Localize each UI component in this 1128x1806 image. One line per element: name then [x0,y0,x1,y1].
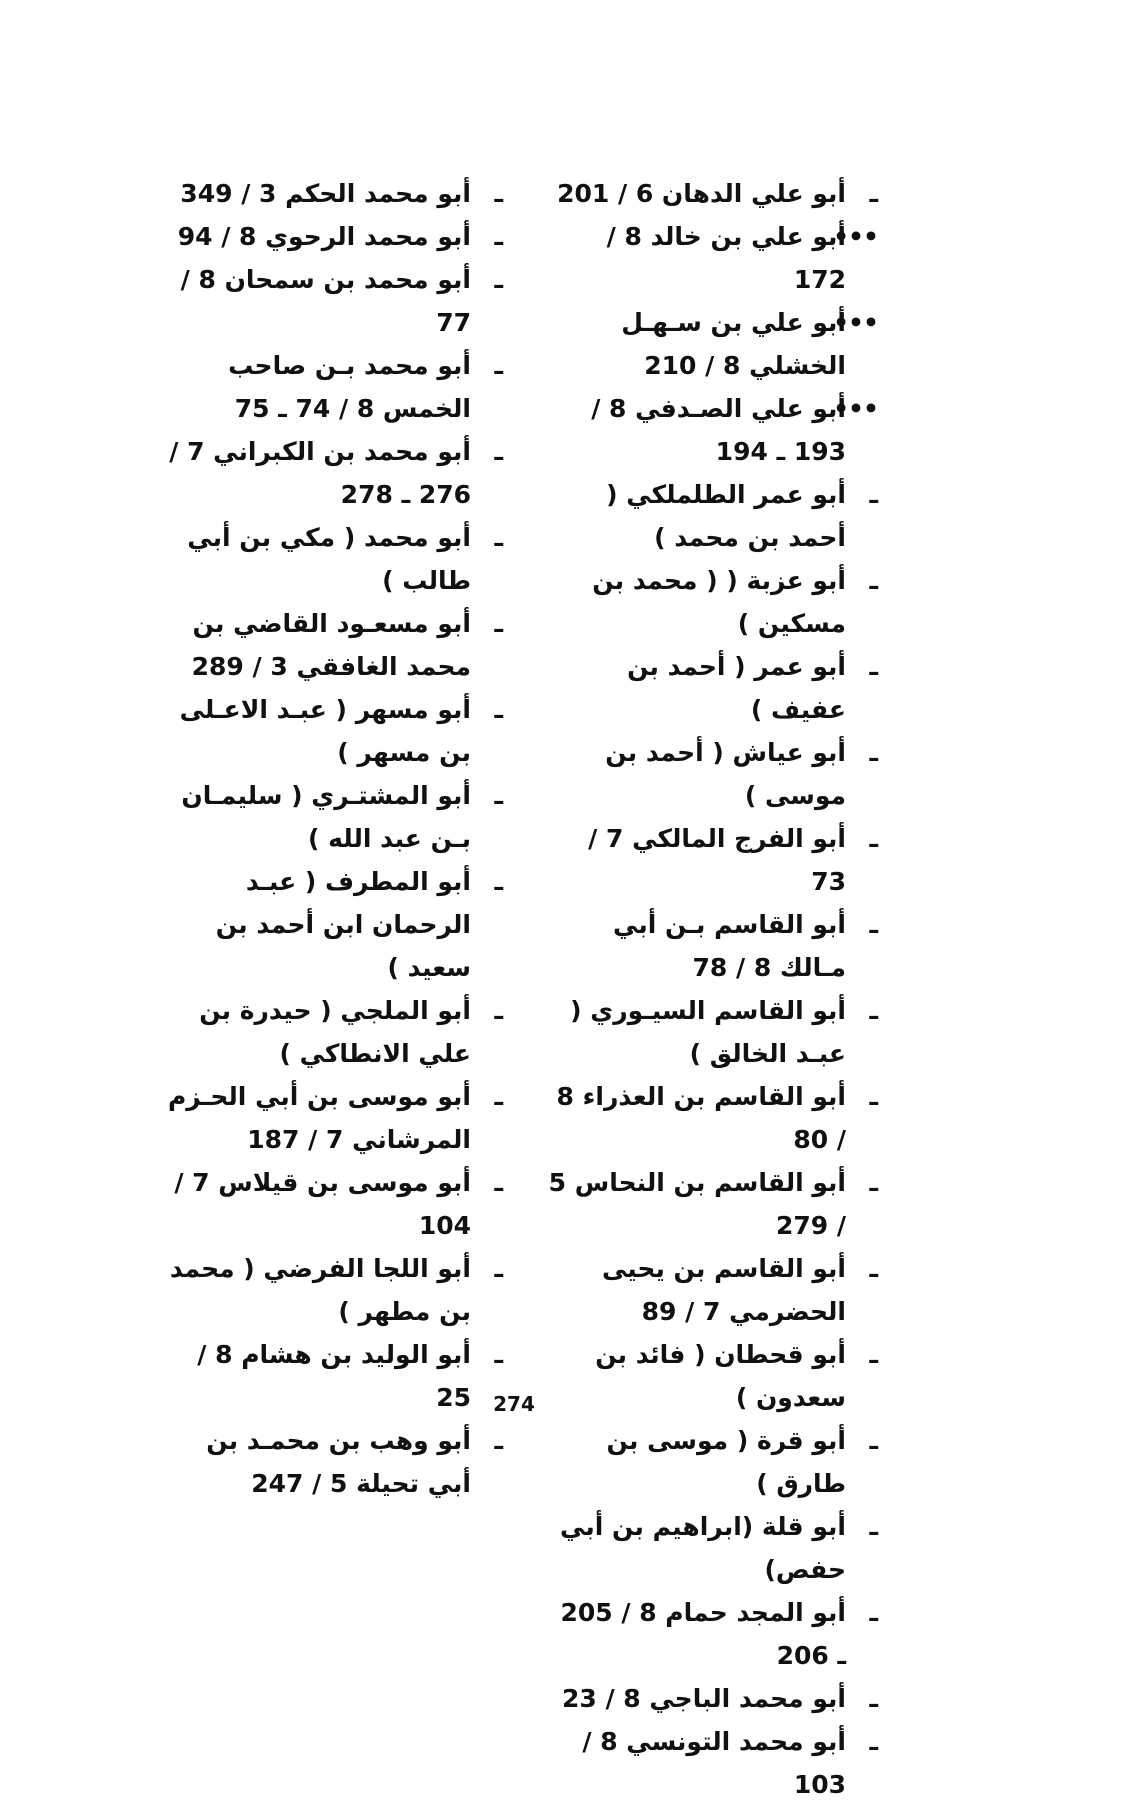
entry-marker: ـ [869,996,878,1025]
index-entry [548,1161,878,1247]
entry-marker: ـ [494,781,503,810]
entry-marker: ـ [869,1082,878,1111]
entry-text: أبو محمد بن سمحان 8 / 77 [180,265,471,337]
entry-text: أبو علي الدهان 6 / 201 [557,179,846,208]
entry-marker: ـ [869,179,878,208]
index-column-left [168,172,503,1505]
entry-text: أبو موسى بن قيلاس 7 / 104 [174,1168,471,1240]
entry-text: أبو محمد الرحوي 8 / 94 [177,222,471,251]
entry-marker: ـ [869,1684,878,1713]
index-entry [168,989,503,1075]
entry-marker: ـ [869,1598,878,1627]
index-entry [548,1677,878,1720]
index-entry [168,1247,503,1333]
entry-marker: ـ [869,566,878,595]
index-entry [168,172,503,215]
index-entry [548,473,878,559]
index-entry [168,1419,503,1505]
index-entry [548,903,878,989]
entry-marker: ـ [494,523,503,552]
entry-text: أبو الملجي ( حيدرة بن علي الانطاكي ) [199,996,471,1068]
entry-text: أبو محمد بن الكبراني 7 / 276 ـ 278 [169,437,471,509]
entry-marker: ـ [869,1254,878,1283]
entry-text: أبو وهب بن محمـد بن أبي تحيلة 5 / 247 [206,1426,471,1498]
entry-text: أبو الوليد بن هشام 8 / 25 [197,1340,471,1412]
index-entry [548,215,878,301]
entry-text: أبو اللجا الفرضي ( محمد بن مطهر ) [169,1254,471,1326]
entry-marker: ـ [494,867,503,896]
entry-text: أبو المطرف ( عبـد الرحمان ابن أحمد بن سعيد ) [215,867,471,982]
entry-marker: ـ [494,351,503,380]
entry-text: أبو محمد بـن صاحب الخمس 8 / 74 ـ 75 [228,351,471,423]
entry-marker: ••• [833,308,878,337]
index-entry [168,1161,503,1247]
index-entry [548,559,878,645]
entry-marker: ـ [869,738,878,767]
index-column-right [548,172,878,1806]
entry-text: أبو محمد التونسي 8 / 103 [582,1727,846,1799]
index-entry [548,1591,878,1677]
index-entry [548,1247,878,1333]
index-entry [168,516,503,602]
entry-marker: ـ [494,222,503,251]
entry-text: أبو محمد الحكم 3 / 349 [180,179,471,208]
entry-text: أبو المشتـري ( سليمـان بـن عبد الله ) [181,781,471,853]
entry-text: أبو عمر ( أحمد بن عفيف ) [627,652,846,724]
index-entry [548,645,878,731]
entry-marker: ـ [494,1340,503,1369]
entry-text: أبو القاسم السيـوري ( عبـد الخالق ) [570,996,846,1068]
entry-text: أبو عياش ( أحمد بن موسى ) [605,738,846,810]
index-entry [548,1720,878,1806]
entry-text: أبو علي بن خالد 8 / 172 [606,222,846,294]
entry-marker: ـ [869,1426,878,1455]
entry-marker: ـ [869,1727,878,1756]
entry-text: أبو مسعـود القاضي بن محمد الغافقي 3 / 289 [191,609,471,681]
index-entry [548,387,878,473]
index-entry [548,301,878,387]
index-entry [548,989,878,1075]
entry-marker: ـ [869,480,878,509]
entry-text: أبو المجد حمام 8 / 205 ـ 206 [560,1598,846,1670]
index-entry [168,774,503,860]
index-entry [168,430,503,516]
entry-text: أبو عزبة ( ( محمد بن مسكين ) [592,566,846,638]
entry-marker: ـ [869,652,878,681]
index-entry [168,215,503,258]
entry-marker: ـ [494,265,503,294]
index-entry [168,860,503,989]
entry-marker: ـ [869,1340,878,1369]
entry-text: أبو علي بن سـهـل الخشلي 8 / 210 [621,308,846,380]
entry-text: أبو محمد الباجي 8 / 23 [561,1684,846,1713]
entry-text: أبو الفرج المالكي 7 / 73 [588,824,846,896]
entry-marker: ـ [494,1082,503,1111]
entry-marker: ـ [869,1512,878,1541]
index-entry [548,1505,878,1591]
entry-marker: ـ [494,695,503,724]
entry-text: أبو قحطان ( فائد بن سعدون ) [595,1340,846,1412]
entry-text: أبو القاسم بـن أبي مـالك 8 / 78 [613,910,846,982]
index-entry [548,817,878,903]
index-entry [168,1075,503,1161]
entry-text: أبو القاسم بن النحاس 5 / 279 [548,1168,846,1240]
entry-marker: ـ [869,910,878,939]
entry-text: أبو قرة ( موسى بن طارق ) [606,1426,846,1498]
entry-marker: ••• [833,222,878,251]
entry-text: أبو عمر الطلملكي ( أحمد بن محمد ) [606,480,846,552]
entry-text: أبو القاسم بن يحيى الحضرمي 7 / 89 [601,1254,846,1326]
entry-text: أبو علي الصـدفي 8 / 193 ـ 194 [591,394,846,466]
index-entry [168,688,503,774]
entry-marker: ـ [494,1254,503,1283]
entry-text: أبو القاسم بن العذراء 8 / 80 [556,1082,846,1154]
entry-marker: ••• [833,394,878,423]
entry-text: أبو موسى بن أبي الحـزم المرشاني 7 / 187 [167,1082,471,1154]
entry-marker: ـ [494,1426,503,1455]
entry-marker: ـ [494,179,503,208]
entry-marker: ـ [494,437,503,466]
index-entry [168,344,503,430]
entry-text: أبو مسهر ( عبـد الاعـلى بن مسهر ) [179,695,471,767]
page-number: 274 [493,1392,535,1416]
entry-marker: ـ [869,824,878,853]
entry-marker: ـ [869,1168,878,1197]
entry-text: أبو قلة (ابراهيم بن أبي حفص) [560,1512,846,1584]
index-entry [168,602,503,688]
index-entry [548,731,878,817]
index-entry [548,1075,878,1161]
index-entry [548,172,878,215]
index-entry [548,1419,878,1505]
entry-marker: ـ [494,609,503,638]
entry-text: أبو محمد ( مكي بن أبي طالب ) [187,523,471,595]
entry-marker: ـ [494,1168,503,1197]
index-entry [168,258,503,344]
entry-marker: ـ [494,996,503,1025]
